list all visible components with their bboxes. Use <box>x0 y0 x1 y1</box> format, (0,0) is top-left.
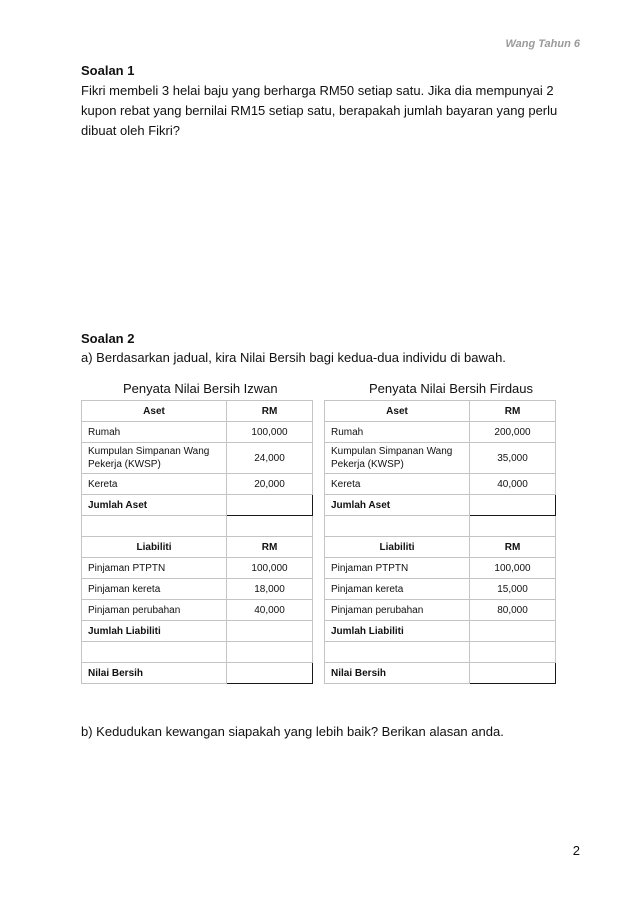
liabiliti-label: Pinjaman perubahan <box>82 600 227 621</box>
jumlah-aset-answer-box <box>227 495 313 516</box>
liabiliti-header: Liabiliti <box>325 537 470 558</box>
empty-cell <box>227 516 313 537</box>
nilai-bersih-answer-box <box>470 663 556 684</box>
soalan-1-title: Soalan 1 <box>81 63 135 78</box>
table-row <box>82 422 313 443</box>
rm-header: RM <box>470 537 556 558</box>
izwan-table-caption: Penyata Nilai Bersih Izwan <box>123 381 278 396</box>
jumlah-liabiliti-answer-cell <box>227 621 313 642</box>
table-row <box>325 558 556 579</box>
table-row <box>82 474 313 495</box>
soalan-1-line-1: Fikri membeli 3 helai baju yang berharga RM50 setiap satu. Jika dia mempunyai 2 <box>81 83 554 98</box>
jumlah-liabiliti-label: Jumlah Liabiliti <box>325 621 470 642</box>
aset-value: 35,000 <box>470 443 556 474</box>
liabiliti-header-row <box>82 537 313 558</box>
page-header: Wang Tahun 6 <box>505 38 580 50</box>
spacer-row <box>325 642 556 663</box>
empty-cell <box>470 642 556 663</box>
liabiliti-value: 18,000 <box>227 579 313 600</box>
aset-header: Aset <box>325 401 470 422</box>
liabiliti-label: Pinjaman kereta <box>325 579 470 600</box>
jumlah-liabiliti-row <box>325 621 556 642</box>
aset-header-row <box>325 401 556 422</box>
liabiliti-value: 40,000 <box>227 600 313 621</box>
jumlah-liabiliti-row <box>82 621 313 642</box>
izwan-net-worth-table <box>81 400 313 684</box>
aset-label: Kereta <box>325 474 470 495</box>
empty-cell <box>82 642 227 663</box>
aset-label: Rumah <box>82 422 227 443</box>
aset-value: 24,000 <box>227 443 313 474</box>
aset-label: Kereta <box>82 474 227 495</box>
liabiliti-value: 15,000 <box>470 579 556 600</box>
nilai-bersih-label: Nilai Bersih <box>325 663 470 684</box>
table-row <box>325 422 556 443</box>
table-row <box>82 600 313 621</box>
aset-label: Kumpulan Simpanan Wang Pekerja (KWSP) <box>325 443 470 474</box>
soalan-1-line-3: dibuat oleh Fikri? <box>81 123 180 138</box>
soalan-2-title: Soalan 2 <box>81 331 135 346</box>
spacer-row <box>82 516 313 537</box>
rm-header: RM <box>227 537 313 558</box>
jumlah-aset-answer-box <box>470 495 556 516</box>
nilai-bersih-row <box>325 663 556 684</box>
liabiliti-value: 80,000 <box>470 600 556 621</box>
jumlah-aset-label: Jumlah Aset <box>325 495 470 516</box>
soalan-1-line-2: kupon rebat yang bernilai RM15 setiap satu, berapakah jumlah bayaran yang perlu <box>81 103 558 118</box>
table-row <box>82 558 313 579</box>
rm-header: RM <box>470 401 556 422</box>
soalan-1-text <box>81 81 571 141</box>
table-row <box>82 579 313 600</box>
liabiliti-label: Pinjaman PTPTN <box>325 558 470 579</box>
firdaus-table-caption: Penyata Nilai Bersih Firdaus <box>369 381 534 396</box>
table-row <box>82 443 313 474</box>
liabiliti-value: 100,000 <box>227 558 313 579</box>
soalan-2-part-b: b) Kedudukan kewangan siapakah yang lebih baik? Berikan alasan anda. <box>81 724 504 739</box>
aset-value: 200,000 <box>470 422 556 443</box>
nilai-bersih-label: Nilai Bersih <box>82 663 227 684</box>
empty-cell <box>82 516 227 537</box>
aset-label: Kumpulan Simpanan Wang Pekerja (KWSP) <box>82 443 227 474</box>
rm-header: RM <box>227 401 313 422</box>
jumlah-aset-row <box>82 495 313 516</box>
spacer-row <box>82 642 313 663</box>
aset-value: 20,000 <box>227 474 313 495</box>
table-row <box>325 579 556 600</box>
table-row <box>325 443 556 474</box>
nilai-bersih-row <box>82 663 313 684</box>
liabiliti-value: 100,000 <box>470 558 556 579</box>
jumlah-liabiliti-answer-cell <box>470 621 556 642</box>
soalan-2-part-a: a) Berdasarkan jadual, kira Nilai Bersih bagi kedua-dua individu di bawah. <box>81 350 506 365</box>
empty-cell <box>470 516 556 537</box>
aset-value: 40,000 <box>470 474 556 495</box>
liabiliti-label: Pinjaman kereta <box>82 579 227 600</box>
aset-header-row <box>82 401 313 422</box>
jumlah-liabiliti-label: Jumlah Liabiliti <box>82 621 227 642</box>
spacer-row <box>325 516 556 537</box>
nilai-bersih-answer-box <box>227 663 313 684</box>
aset-label: Rumah <box>325 422 470 443</box>
empty-cell <box>325 642 470 663</box>
liabiliti-header: Liabiliti <box>82 537 227 558</box>
empty-cell <box>325 516 470 537</box>
jumlah-aset-label: Jumlah Aset <box>82 495 227 516</box>
table-row <box>325 600 556 621</box>
aset-value: 100,000 <box>227 422 313 443</box>
page-number: 2 <box>572 843 580 858</box>
liabiliti-header-row <box>325 537 556 558</box>
firdaus-net-worth-table <box>324 400 556 684</box>
liabiliti-label: Pinjaman perubahan <box>325 600 470 621</box>
jumlah-aset-row <box>325 495 556 516</box>
empty-cell <box>227 642 313 663</box>
liabiliti-label: Pinjaman PTPTN <box>82 558 227 579</box>
table-row <box>325 474 556 495</box>
aset-header: Aset <box>82 401 227 422</box>
